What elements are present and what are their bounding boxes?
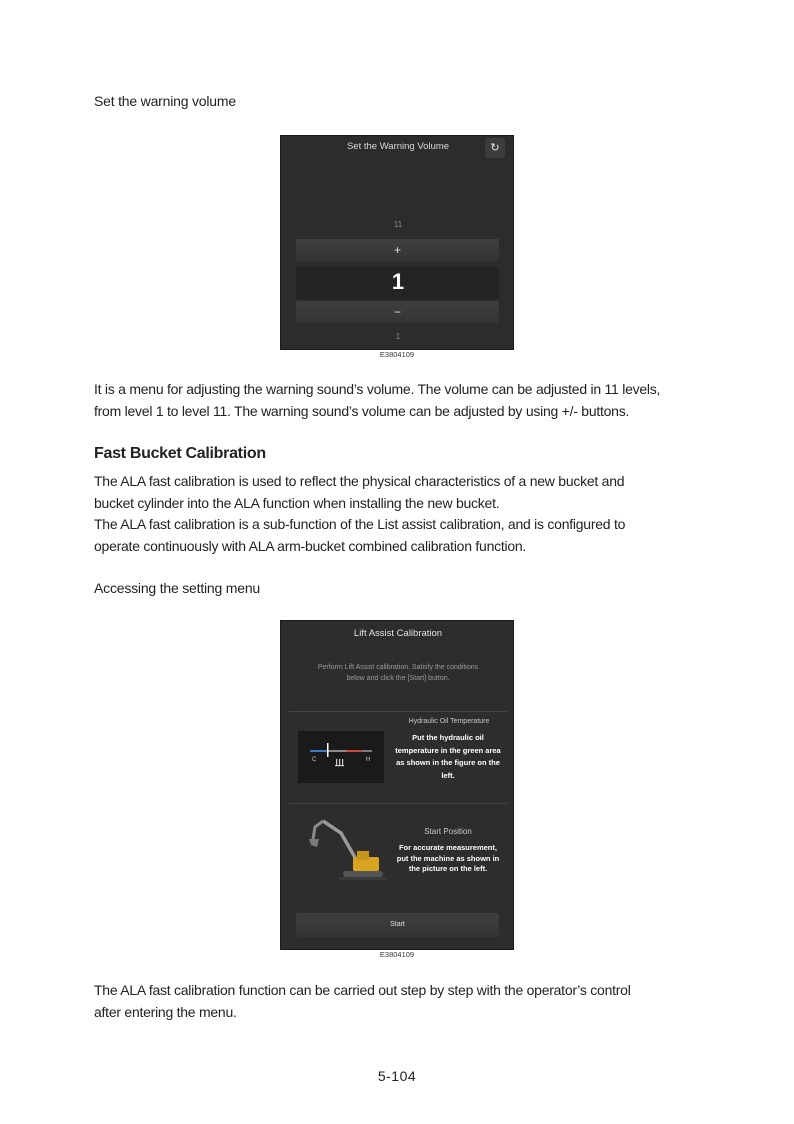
warning-volume-heading: Set the warning volume (94, 93, 236, 109)
divider (289, 803, 507, 804)
gauge-low-label: C (312, 757, 317, 763)
figure-caption-2: E3804109 (379, 950, 415, 959)
oil-temperature-gauge (298, 731, 384, 783)
description-line-1: It is a menu for adjusting the warning sound’s volume. The volume can be adjusted in 11 levels, (94, 381, 661, 397)
oil-temperature-instruction: Put the hydraulic oil temperature in the green area as shown in the figure on the left. (395, 733, 501, 780)
min-level-label: 1 (395, 332, 401, 341)
figure-caption-1: E3804109 (379, 350, 415, 359)
start-button[interactable]: Start (296, 913, 499, 937)
calibration-instruction: Perform Lift Assist calibration. Satisfy the conditions below and click the [Start] button. (317, 664, 479, 682)
current-volume-value: 1 (391, 269, 405, 294)
page-number: 5-104 (377, 1068, 417, 1084)
closing-line-1: The ALA fast calibration function can be carried out step by step with the operator’s control (94, 982, 631, 998)
warning-volume-screenshot (280, 135, 514, 350)
description-line-2: from level 1 to level 11. The warning sound’s volume can be adjusted by using +/- buttons. (94, 402, 630, 419)
paragraph-line-4: operate continuously with ALA arm-bucket combined calibration function. (94, 537, 527, 554)
screen-title: Lift Assist Calibration (353, 628, 443, 639)
excavator-image (303, 817, 389, 885)
temperature-gauge-icon (298, 731, 384, 783)
closing-line-2: after entering the menu. (94, 1003, 237, 1020)
divider (289, 711, 507, 712)
paragraph-line-3: The ALA fast calibration is a sub-function of the List assist calibration, and is configured to (94, 516, 626, 532)
warning-volume-description (94, 379, 714, 422)
section-title: Fast Bucket Calibration (94, 445, 266, 462)
oil-temperature-label: Hydraulic Oil Temperature (408, 718, 490, 725)
paragraph-line-1: The ALA fast calibration is used to reflect the physical characteristics of a new bucket and (94, 473, 625, 489)
gauge-high-label: H (366, 757, 371, 763)
closing-paragraph (94, 980, 714, 1023)
start-position-label: Start Position (424, 827, 472, 836)
paragraph-line-2: bucket cylinder into the ALA function when installing the new bucket. (94, 494, 500, 511)
minus-button[interactable]: − (296, 301, 499, 323)
refresh-icon[interactable]: ↻ (485, 138, 505, 158)
access-menu-heading: Accessing the setting menu (94, 580, 261, 596)
max-level-label: 11 (393, 220, 403, 229)
plus-button[interactable]: + (296, 239, 499, 261)
screen-title: Set the Warning Volume (346, 141, 450, 152)
start-position-instruction: For accurate measurement, put the machine as shown in the picture on the left. (396, 843, 500, 873)
excavator-icon (303, 817, 389, 885)
fast-calibration-paragraph (94, 471, 714, 557)
lift-assist-calibration-screenshot (280, 620, 514, 950)
